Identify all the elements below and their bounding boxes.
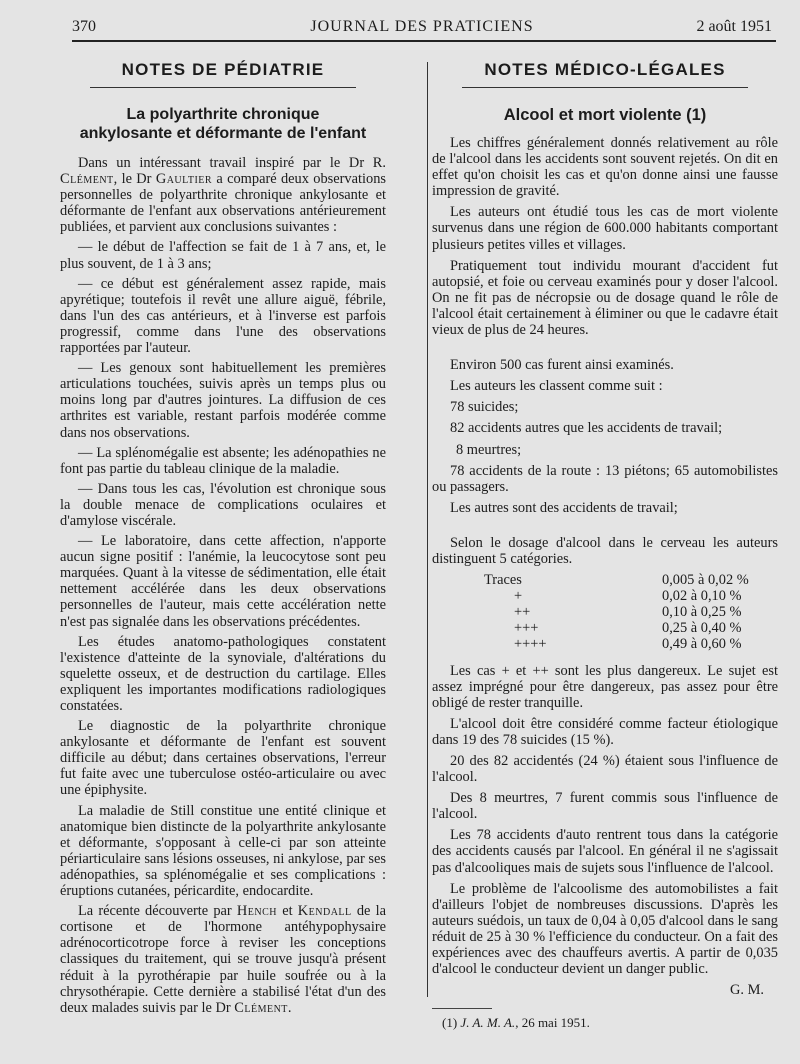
dose-range: 0,25 à 0,40 % [662,620,742,637]
issue-date: 2 août 1951 [696,18,772,35]
dose-row [484,620,749,636]
section-title-medico-legal: NOTES MÉDICO-LÉGALES [484,60,726,79]
alcohol-dose-table [484,572,749,652]
footnote [432,1015,778,1031]
paragraph-cortisone [60,903,386,1016]
author-gaultier: Gaultier [155,171,213,188]
intro-text: , le Dr [113,171,156,188]
section-rule [90,87,356,88]
paragraph: Les cas + et ++ sont les plus dangereux. Le sujet est assez imprégné pour être dangereux, pas assez pour être obligé de rester tranquille. [432,662,778,711]
dose-row [484,588,749,604]
paragraph: Pratiquement tout individu mourant d'accident fut autopsié, et foie ou cerveau examinés pour y doser l'alcool. On ne fit pas de nécropsie ou de dosage quand le rôle de l'alcool était certainement à éliminer ou que le cadavre était vieux de plus de 24 heures. [432,257,778,339]
title-line-1: La polyarthrite chronique [126,106,320,123]
list-intro: Les auteurs les classent comme suit : [450,378,663,395]
dose-range: 0,02 à 0,10 % [662,588,742,605]
paragraph: Environ 500 cas furent ainsi examinés. [450,357,674,374]
list-item: 78 accidents de la route : 13 piétons; 65 automobilistes ou passagers. [432,462,778,495]
page-number: 370 [72,18,96,35]
paragraph-text: . [287,999,292,1016]
article-title-polyarthrite [60,105,386,143]
pediatrics-column [60,58,386,1020]
footnote-rule [432,1008,492,1009]
paragraph: Les chiffres généralement donnés relativement au rôle de l'alcool dans les accidents sont souvent rejetés. On dit en effet qu'on choisit les cas et qu'on donne ainsi une fausse impression de gravité. [432,135,778,200]
paragraph: Les études anatomo-pathologiques constatent l'existence d'atteinte de la synoviale, d'altérations du squelette osseux, et de destruction du cartilage. Elles expliquent les importantes modifications radiologiques constatées. [60,633,386,714]
signature: G. M. [730,982,764,999]
author-kendall: Kendall [297,903,352,920]
footnote-mark: (1) [442,1015,458,1031]
paragraph: Les auteurs ont étudié tous les cas de mort violente survenus dans une région de 600.000 habitants comportant plusieurs petites villes et villages. [432,204,778,253]
dose-range: 0,49 à 0,60 % [662,636,742,653]
dose-level: + [514,588,523,605]
section-rule [462,87,748,88]
paragraph: Selon le dosage d'alcool dans le cerveau les auteurs distinguent 5 catégories. [432,534,778,567]
running-header [72,14,772,38]
paragraph-text: et [277,903,298,920]
title-line-2: ankylosante et déformante de l'enfant [79,125,367,142]
medico-legal-column [432,58,778,1036]
dose-level: +++ [514,620,539,637]
dose-row [484,572,749,588]
intro-text: a comparé deux observations personnelles de polyarthrite chronique ankylosante et déformante de l'enfant aux observations antérieurement publiées, et parvient aux conclusions suivantes : [60,171,387,236]
paragraph: Des 8 meurtres, 7 furent commis sous l'influence de l'alcool. [432,790,778,823]
section-title-pediatrics: NOTES DE PÉDIATRIE [121,60,325,79]
dose-range: 0,10 à 0,25 % [662,604,742,621]
paragraph: 20 des 82 accidentés (24 %) étaient sous l'influence de l'alcool. [432,753,778,786]
list-item: 78 suicides; [450,399,519,416]
dose-level: ++++ [514,636,547,653]
paragraph-text: de la cortisone et de l'hormone antéhypophysaire adrénocorticotrope force à reviser les conceptions classiques du traitement, qui se trouve jusqu'à présent réduit à la pyrothérapie par huile soufrée ou à la chrysothérapie. Cette dernière a stabilisé l'état d'un des deux malades suivis par le Dr [60,903,386,1016]
header-rule [72,40,776,42]
paragraph: — le début de l'affection se fait de 1 à 7 ans, et, le plus souvent, de 1 à 3 ans; [60,239,386,272]
author-clement: Clément [234,999,288,1016]
dose-row [484,636,749,652]
paragraph: Les 78 accidents d'auto rentrent tous dans la catégorie des accidents causés par l'alcool. En général il ne s'agissait pas d'alcooliques mais de sujets sous l'influence de l'alcool. [432,827,778,876]
paragraph: La maladie de Still constitue une entité clinique et anatomique bien distincte de la polyarthrite ankylosante et déformante, s'opposant à celle-ci par son atteinte périarticulaire sans lésions osseuses, ni ankylose, par ses adénopathies, sa splénomégalie et ses complications : éruptions cutanées, péricardite, endocardite. [60,802,386,900]
dose-level: ++ [514,604,531,621]
spacer [432,521,778,535]
paragraph: — Le laboratoire, dans cette affection, n'apporte aucun signe positif : l'anémie, la leucocytose sont peu marquées. Quant à la vitesse de sédimentation, elle était nettement accélérée dans les deux observations personnelles de l'auteur, mais cette accélération nette n'est pas signalée dans les observations précédentes. [60,533,386,630]
paragraph: Le problème de l'alcoolisme des automobilistes a fait d'ailleurs l'objet de nombreuses discussions. D'après les auteurs suédois, un taux de 0,04 à 0,05 d'alcool dans le sang réduit de 25 à 30 % l'efficience du conducteur. On a fait des expériences avec des chauffeurs avertis. A partir de 0,035 d'alcool le conducteur devient un danger public. [432,880,778,978]
dose-level: Traces [484,572,522,589]
paragraph: — Dans tous les cas, l'évolution est chronique sous la double menace de complications oculaires et d'amylose viscérale. [60,480,386,529]
paragraph: — La splénomégalie est absente; les adénopathies ne font pas partie du tableau clinique de la maladie. [60,444,386,477]
journal-title: JOURNAL DES PRATICIENS [310,18,534,35]
paragraph: — Les genoux sont habituellement les premières articulations touchées, suivis après un temps plus ou moins long par d'autres jointures. La diffusion de ces arthrites est variable, restant parfois modérée comme dans nos observations. [60,360,386,441]
paragraph: L'alcool doit être considéré comme facteur étiologique dans 19 des 78 suicides (15 %). [432,715,778,748]
list-item: 82 accidents autres que les accidents de travail; [450,420,723,437]
article-title-alcool: Alcool et mort violente (1) [503,106,707,124]
dose-range: 0,005 à 0,02 % [662,572,749,589]
intro-text: Dans un intéressant travail inspiré par le Dr R. [78,155,386,171]
paragraph: Le diagnostic de la polyarthrite chronique ankylosante et déformante de l'enfant est souvent difficile au début; dans certaines observations, l'erreur fut faite avec une tuberculose ostéo-articulaire ou avec une épiphysite. [60,718,386,799]
spacer [432,343,778,357]
paragraph: — ce début est généralement assez rapide, mais apyrétique; toutefois il revêt une allure aiguë, fébrile, dans l'un des cas antérieurs, et à l'inverse est parfois progressif, comme dans l'une des observations rapportées par l'auteur. [60,275,386,357]
list-item: Les autres sont des accidents de travail; [450,499,678,516]
footnote-date: , 26 mai 1951. [515,1015,590,1031]
dose-row [484,604,749,620]
author-hench: Hench [236,903,278,920]
paragraph-text: La récente découverte par [78,903,237,920]
intro-paragraph [60,155,386,235]
author-clement: Clément [60,171,114,188]
column-divider [427,62,428,997]
footnote-source: J. A. M. A. [460,1015,516,1031]
list-item: 8 meurtres; [456,441,522,458]
